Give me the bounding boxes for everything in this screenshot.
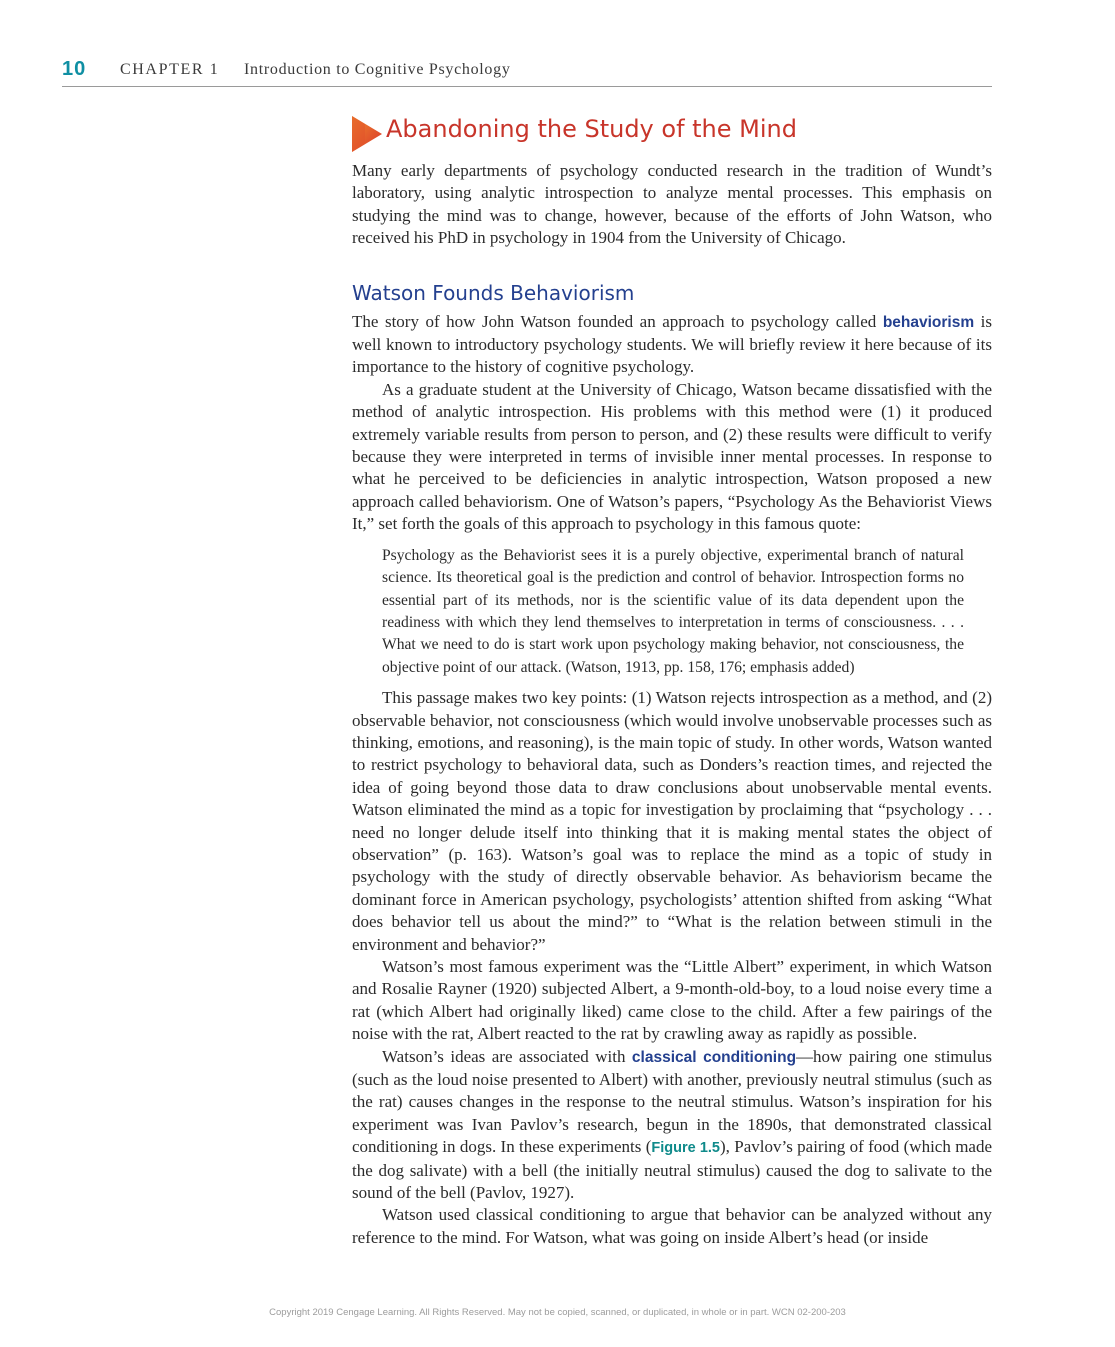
page-number: 10	[62, 58, 87, 80]
main-column	[352, 112, 992, 1249]
running-head	[62, 58, 992, 87]
key-term-behaviorism: behaviorism	[882, 313, 975, 331]
figure-reference-link[interactable]: Figure 1.5	[651, 1140, 720, 1157]
paragraph-1-text-b: is well known to introductory psychology students. We will briefly review it here because of its importance to the history of cognitive psychology.	[352, 311, 993, 377]
chapter-title: Introduction to Cognitive Psychology	[244, 61, 511, 78]
paragraph-5	[352, 1046, 992, 1205]
paragraph-5-text-b: —how pairing one stimulus (such as the loud noise presented to Albert) with another, previously neutral stimulus (such as the rat) causes changes in the response to the neutral stimulus. Watson’s inspiration for his experiment was Ivan Pavlov’s research, begun in the 1890s, that demonstrated classical conditioning in dogs. In these experiments (	[352, 1046, 992, 1157]
block-quote: Psychology as the Behaviorist sees it is a purely objective, experimental branch of natural science. Its theoretical goal is the prediction and control of behavior. Introspection forms no essential part of its methods, nor is the scientific value of its data dependent upon the readiness with which they lend themselves to interpretation in terms of consciousness. . . . What we need to do is start work upon psychology making behavior, not consciousness, the objective point of our attack. (Watson, 1913, pp. 158, 176; emphasis added)	[382, 546, 964, 676]
paragraph-2: As a graduate student at the University of Chicago, Watson became dissatisfied with the method of analytic introspection. His problems with this method were (1) it produced extremely variable results from person to person, and (2) these results were difficult to verify because they were interpreted in terms of invisible inner mental processes. In response to what he perceived to be deficiencies in analytic introspection, Watson proposed a new approach called behaviorism. One of Watson’s papers, “Psychology As the Behaviorist Views It,” set forth the goals of this approach to psychology in this famous quote:	[352, 379, 992, 534]
section-heading-row	[352, 112, 992, 154]
copyright-footer: Copyright 2019 Cengage Learning. All Rights Reserved. May not be copied, scanned, or duplicated, in whole or in part. WCN 02-200-203	[269, 1307, 846, 1318]
paragraph-1-text-a: The story of how John Watson founded an approach to psychology called	[352, 311, 883, 331]
intro-paragraph: Many early departments of psychology conducted research in the tradition of Wundt’s laboratory, using analytic introspection to analyze mental processes. This emphasis on studying the mind was to change, however, because of the efforts of John Watson, who received his PhD in psychology in 1904 from the University of Chicago.	[352, 161, 992, 248]
subsection-heading: Watson Founds Behaviorism	[352, 280, 635, 305]
paragraph-5-text-a: Watson’s ideas are associated with	[382, 1046, 632, 1066]
paragraph-6: Watson used classical conditioning to argue that behavior can be analyzed without any reference to the mind. For Watson, what was going on inside Albert’s head (or inside	[352, 1205, 992, 1247]
section-arrow-icon	[352, 116, 382, 152]
section-heading: Abandoning the Study of the Mind	[386, 115, 797, 143]
chapter-label: CHAPTER 1	[120, 61, 220, 78]
paragraph-3: This passage makes two key points: (1) Watson rejects introspection as a method, and (2) observable behavior, not consciousness (which would involve unobservable processes such as thinking, emotions, and reasoning), is the main topic of study. In other words, Watson wanted to restrict psychology to behavioral data, such as Donders’s reaction times, and rejected the idea of going beyond those data to draw conclusions about unobservable mental events. Watson eliminated the mind as a topic for investigation by proclaiming that “psychology . . . need no longer delude itself into thinking that it is making mental states the object of observation” (p. 163). Watson’s goal was to replace the mind as a topic of study in psychology with the study of directly observable behavior. As behaviorism became the dominant force in American psychology, psychologists’ attention shifted from asking “What does behavior tell us about the mind?” to “What is the relation between stimuli in the environment and behavior?”	[352, 688, 992, 954]
key-term-classical-conditioning: classical conditioning	[631, 1048, 797, 1066]
paragraph-1	[352, 311, 992, 379]
paragraph-4: Watson’s most famous experiment was the “Little Albert” experiment, in which Watson and Rosalie Rayner (1920) subjected Albert, a 9-month-old-boy, to a loud noise every time a rat (which Albert had originally liked) came close to the child. After a few pairings of the noise with the rat, Albert reacted to the rat by crawling away as rapidly as possible.	[352, 957, 992, 1044]
paragraph-5-text-c: ), Pavlov’s pairing of food (which made the dog salivate) with a bell (the initially neutral stimulus) caused the dog to salivate to the sound of the bell (Pavlov, 1927).	[352, 1137, 993, 1203]
